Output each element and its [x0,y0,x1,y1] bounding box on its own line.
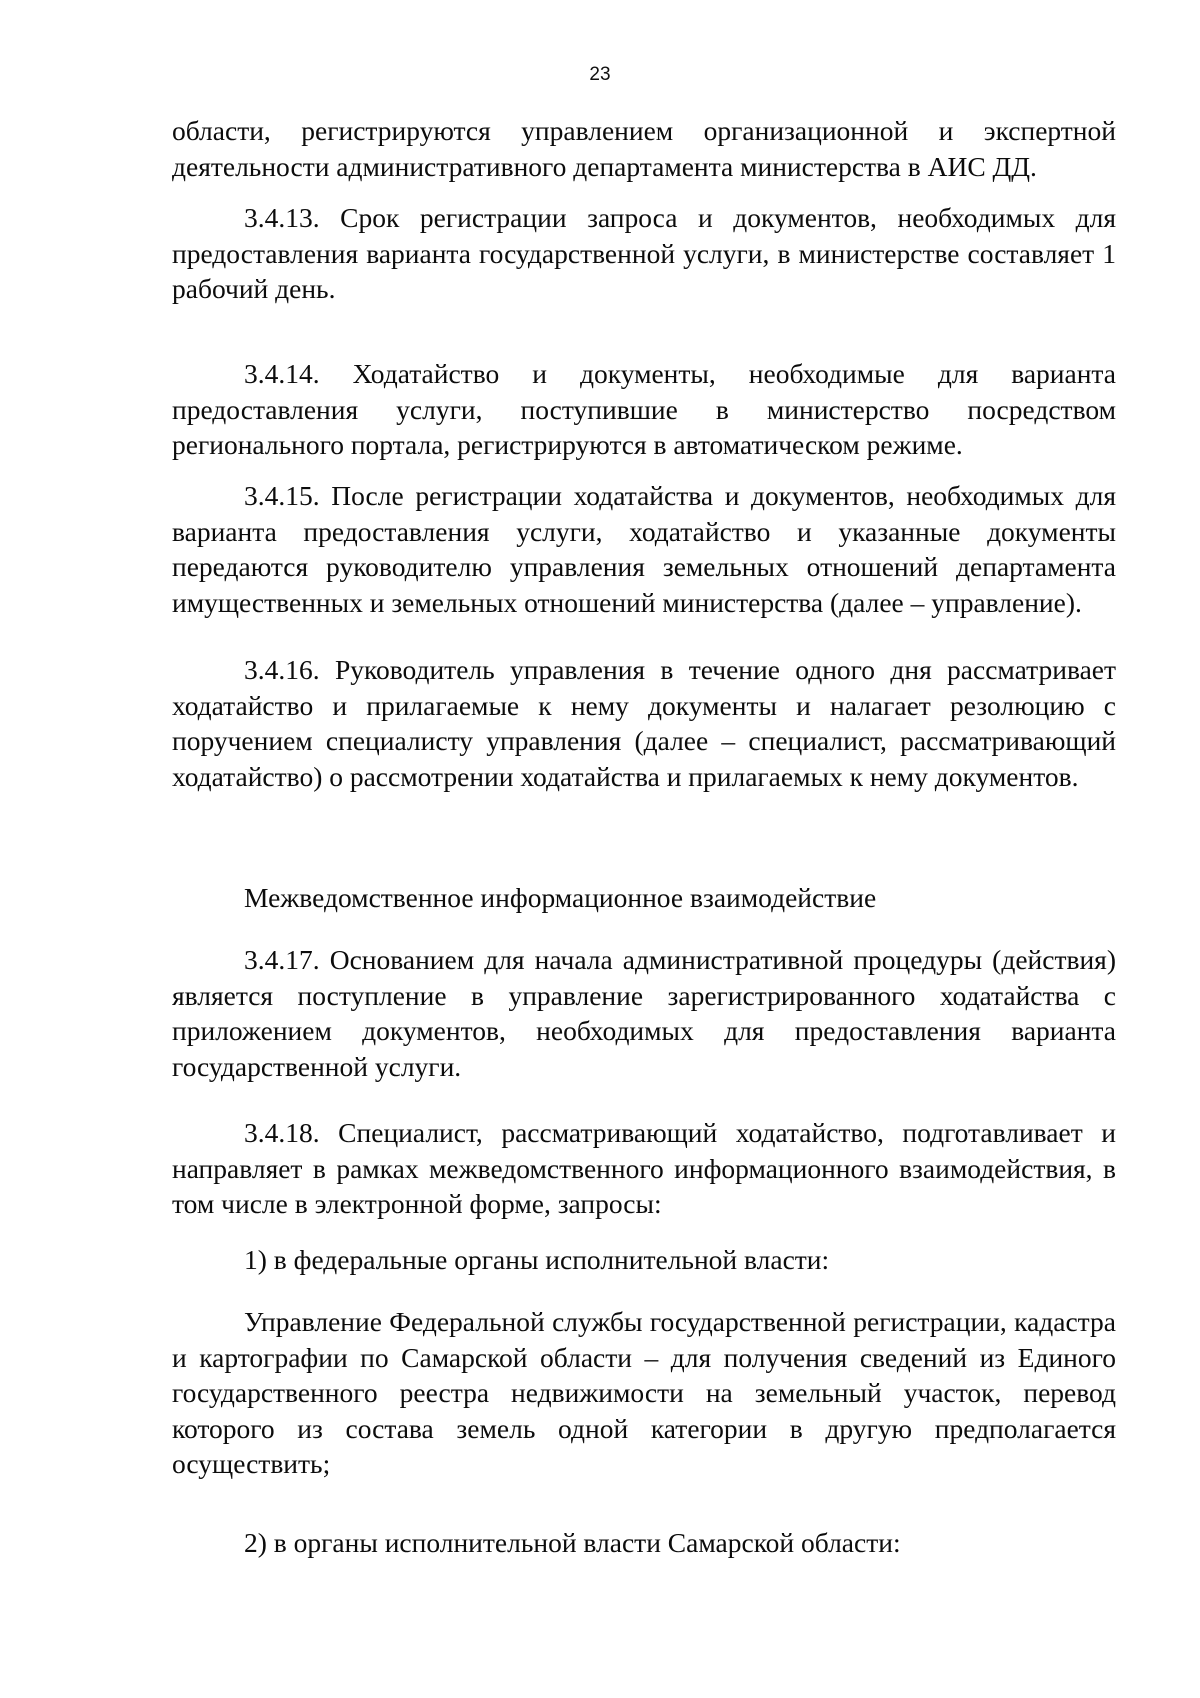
paragraph-3-4-16: 3.4.16. Руководитель управления в течение одного дня рассматривает ходатайство и прилагаемые к нему документы и налагает резолюцию с поручением специалисту управления (далее – специалист, рассматривающий ходатайство) о рассмотрении ходатайства и прилагаемых к нему документов. [172,654,1116,792]
paragraph-3-4-18: 3.4.18. Специалист, рассматривающий ходатайство, подготавливает и направляет в рамках межведомственного информационного взаимодействия, в том числе в электронной форме, запросы: [172,1117,1116,1219]
list-item-1: 1) в федеральные органы исполнительной власти: [244,1244,830,1275]
paragraph-continuation: области, регистрируются управлением организационной и экспертной деятельности административного департамента министерства в АИС ДД. [172,115,1116,182]
paragraph-3-4-15: 3.4.15. После регистрации ходатайства и документов, необходимых для варианта предоставления услуги, ходатайство и указанные документы передаются руководителю управления земельных отношений департамента имущественных и земельных отношений министерства (далее – управление). [172,480,1116,618]
section-heading: Межведомственное информационное взаимодействие [244,882,877,913]
paragraph-rosreestr: Управление Федеральной службы государственной регистрации, кадастра и картографии по Самарской области – для получения сведений из Единого государственного реестра недвижимости на земельный участок, перевод которого из состава земель одной категории в другую предполагается осуществить; [172,1306,1116,1479]
page-number: 23 [589,64,611,85]
paragraph-3-4-17: 3.4.17. Основанием для начала административной процедуры (действия) является поступление в управление зарегистрированного ходатайства с приложением документов, необходимых для предоставления варианта государственной услуги. [172,944,1116,1082]
list-item-2: 2) в органы исполнительной власти Самарской области: [244,1527,901,1558]
paragraph-3-4-13: 3.4.13. Срок регистрации запроса и документов, необходимых для предоставления варианта государственной услуги, в министерстве составляет 1 рабочий день. [172,202,1116,304]
paragraph-3-4-14: 3.4.14. Ходатайство и документы, необходимые для варианта предоставления услуги, поступившие в министерство посредством регионального портала, регистрируются в автоматическом режиме. [172,358,1116,460]
